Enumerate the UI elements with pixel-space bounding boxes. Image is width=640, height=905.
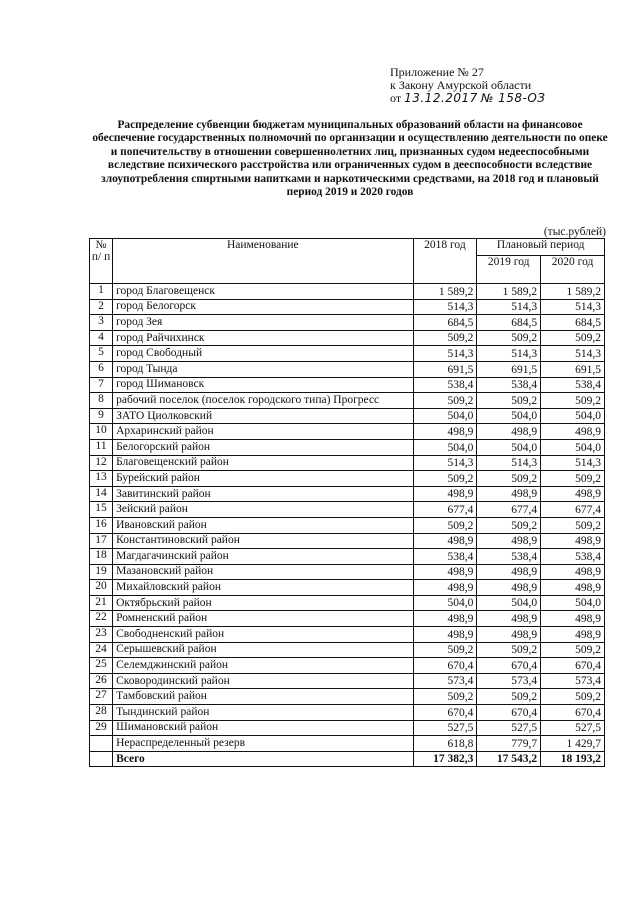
table-row [90, 658, 605, 674]
table-row [90, 595, 605, 611]
header-2018: 2018 год [413, 239, 477, 284]
row-value-2019: 527,5 [477, 720, 541, 736]
header-name: Наименование [113, 239, 413, 284]
table-row [90, 533, 605, 549]
row-value-2018: 514,3 [413, 455, 477, 471]
row-number: 17 [90, 533, 113, 549]
row-number: 19 [90, 564, 113, 580]
annex-block [390, 66, 545, 105]
table-row [90, 611, 605, 627]
total-num [90, 751, 113, 767]
row-number: 2 [90, 299, 113, 315]
row-name: Завитинский район [113, 486, 413, 502]
row-value-2019: 677,4 [477, 502, 541, 518]
row-name: Михайловский район [113, 580, 413, 596]
row-number: 5 [90, 346, 113, 362]
row-value-2019: 498,9 [477, 627, 541, 643]
table-row [90, 284, 605, 300]
table-row [90, 393, 605, 409]
table-row [90, 736, 605, 752]
row-value-2019: 779,7 [477, 736, 541, 752]
row-value-2020: 498,9 [541, 580, 605, 596]
total-row [90, 751, 605, 767]
row-name: Белогорский район [113, 439, 413, 455]
row-value-2018: 691,5 [413, 361, 477, 377]
table-row [90, 471, 605, 487]
distribution-table [89, 238, 605, 767]
row-name: Октябрьский район [113, 595, 413, 611]
table-row [90, 377, 605, 393]
row-value-2018: 684,5 [413, 315, 477, 331]
row-name: Селемджинский район [113, 658, 413, 674]
row-value-2019: 684,5 [477, 315, 541, 331]
row-value-2020: 498,9 [541, 424, 605, 440]
row-value-2020: 514,3 [541, 299, 605, 315]
row-value-2020: 498,9 [541, 564, 605, 580]
handwritten-date: 13.12.2017 [404, 91, 478, 105]
row-name: Ромненский район [113, 611, 413, 627]
row-value-2019: 509,2 [477, 642, 541, 658]
row-value-2020: 538,4 [541, 549, 605, 565]
row-value-2019: 498,9 [477, 533, 541, 549]
row-name: Шимановский район [113, 720, 413, 736]
row-value-2018: 514,3 [413, 346, 477, 362]
row-value-2020: 509,2 [541, 330, 605, 346]
table-row [90, 455, 605, 471]
row-name: город Райчихинск [113, 330, 413, 346]
row-value-2019: 538,4 [477, 377, 541, 393]
table-row [90, 580, 605, 596]
row-value-2019: 514,3 [477, 346, 541, 362]
row-name: рабочий поселок (поселок городского типа) Прогресс [113, 393, 413, 409]
row-value-2020: 527,5 [541, 720, 605, 736]
row-value-2018: 509,2 [413, 471, 477, 487]
row-value-2018: 504,0 [413, 595, 477, 611]
row-value-2018: 504,0 [413, 439, 477, 455]
table-row [90, 673, 605, 689]
row-value-2019: 498,9 [477, 580, 541, 596]
row-name: Зейский район [113, 502, 413, 518]
row-name: Константиновский район [113, 533, 413, 549]
row-value-2019: 509,2 [477, 517, 541, 533]
header-2019: 2019 год [477, 256, 541, 284]
table-row [90, 424, 605, 440]
row-value-2019: 509,2 [477, 330, 541, 346]
table-row [90, 439, 605, 455]
document-title: Распределение субвенции бюджетам муниципальных образований области на финансовое обеспечение государственных полномочий по организации и осуществлению деятельности по опеке и попечительству в отношении совершеннолетних лиц, признанных судом недееспособными вследствие психического расстройства или ограниченных судом в дееспособности вследствие злоупотребления спиртными напитками и наркотическими средствами, на 2018 год и плановый период 2019 и 2020 годов [92, 119, 608, 199]
row-value-2019: 670,4 [477, 658, 541, 674]
row-value-2020: 684,5 [541, 315, 605, 331]
row-name: ЗАТО Циолковский [113, 408, 413, 424]
row-number: 29 [90, 720, 113, 736]
total-label: Всего [113, 751, 413, 767]
row-name: Сковородинский район [113, 673, 413, 689]
row-value-2020: 504,0 [541, 439, 605, 455]
row-number: 13 [90, 471, 113, 487]
row-value-2019: 514,3 [477, 455, 541, 471]
header-num: № п/ п [90, 239, 113, 284]
row-number [90, 736, 113, 752]
row-value-2018: 498,9 [413, 424, 477, 440]
row-number: 12 [90, 455, 113, 471]
row-name: город Свободный [113, 346, 413, 362]
row-value-2020: 509,2 [541, 471, 605, 487]
units-label: (тыс.рублей) [543, 226, 606, 238]
row-number: 4 [90, 330, 113, 346]
row-value-2019: 538,4 [477, 549, 541, 565]
row-value-2018: 498,9 [413, 486, 477, 502]
row-value-2018: 677,4 [413, 502, 477, 518]
table-body [90, 284, 605, 767]
row-value-2019: 504,0 [477, 439, 541, 455]
row-name: город Благовещенск [113, 284, 413, 300]
row-number: 8 [90, 393, 113, 409]
row-number: 22 [90, 611, 113, 627]
table-row [90, 299, 605, 315]
row-number: 21 [90, 595, 113, 611]
table-row [90, 627, 605, 643]
row-number: 23 [90, 627, 113, 643]
row-name: город Зея [113, 315, 413, 331]
annex-number: Приложение № 27 [390, 65, 484, 79]
header-2020: 2020 год [541, 256, 605, 284]
row-name: Магдагачинский район [113, 549, 413, 565]
row-number: 24 [90, 642, 113, 658]
row-value-2020: 509,2 [541, 642, 605, 658]
row-value-2020: 573,4 [541, 673, 605, 689]
row-value-2020: 504,0 [541, 595, 605, 611]
row-value-2018: 509,2 [413, 689, 477, 705]
row-number: 27 [90, 689, 113, 705]
row-name: Ивановский район [113, 517, 413, 533]
row-number: 7 [90, 377, 113, 393]
row-value-2020: 1 429,7 [541, 736, 605, 752]
row-value-2019: 504,0 [477, 595, 541, 611]
table-row [90, 549, 605, 565]
row-value-2020: 498,9 [541, 611, 605, 627]
total-2018: 17 382,3 [413, 751, 477, 767]
row-value-2018: 509,2 [413, 642, 477, 658]
table-row [90, 361, 605, 377]
row-value-2018: 509,2 [413, 517, 477, 533]
row-name: город Тында [113, 361, 413, 377]
row-value-2018: 504,0 [413, 408, 477, 424]
table-row [90, 486, 605, 502]
row-value-2019: 691,5 [477, 361, 541, 377]
row-name: город Шимановск [113, 377, 413, 393]
row-value-2019: 509,2 [477, 393, 541, 409]
row-number: 9 [90, 408, 113, 424]
row-number: 26 [90, 673, 113, 689]
row-value-2020: 498,9 [541, 486, 605, 502]
table-row [90, 642, 605, 658]
total-2020: 18 193,2 [541, 751, 605, 767]
row-value-2020: 1 589,2 [541, 284, 605, 300]
row-name: Тындинский район [113, 705, 413, 721]
row-value-2018: 618,8 [413, 736, 477, 752]
table-row [90, 330, 605, 346]
row-value-2018: 498,9 [413, 580, 477, 596]
row-value-2020: 691,5 [541, 361, 605, 377]
row-value-2018: 670,4 [413, 705, 477, 721]
row-number: 25 [90, 658, 113, 674]
table-row [90, 564, 605, 580]
table-row [90, 315, 605, 331]
row-value-2018: 527,5 [413, 720, 477, 736]
row-value-2020: 670,4 [541, 705, 605, 721]
row-value-2019: 1 589,2 [477, 284, 541, 300]
row-value-2020: 514,3 [541, 346, 605, 362]
row-number: 6 [90, 361, 113, 377]
row-value-2020: 514,3 [541, 455, 605, 471]
row-value-2019: 509,2 [477, 689, 541, 705]
row-value-2019: 573,4 [477, 673, 541, 689]
row-value-2020: 670,4 [541, 658, 605, 674]
row-value-2020: 498,9 [541, 533, 605, 549]
row-value-2020: 677,4 [541, 502, 605, 518]
row-value-2020: 509,2 [541, 689, 605, 705]
row-value-2019: 498,9 [477, 564, 541, 580]
row-name: Серышевский район [113, 642, 413, 658]
row-number: 15 [90, 502, 113, 518]
row-number: 11 [90, 439, 113, 455]
row-value-2019: 670,4 [477, 705, 541, 721]
handwritten-law-number: № 158-ОЗ [480, 91, 546, 105]
row-number: 3 [90, 315, 113, 331]
row-value-2019: 504,0 [477, 408, 541, 424]
annex-date-prefix: от [390, 91, 402, 105]
annex-law: к Закону Амурской области [390, 78, 532, 92]
table-row [90, 502, 605, 518]
row-value-2018: 538,4 [413, 549, 477, 565]
row-name: Мазановский район [113, 564, 413, 580]
row-value-2019: 498,9 [477, 611, 541, 627]
table-row [90, 346, 605, 362]
row-name: Благовещенский район [113, 455, 413, 471]
row-number: 20 [90, 580, 113, 596]
row-number: 16 [90, 517, 113, 533]
table-row [90, 517, 605, 533]
row-number: 28 [90, 705, 113, 721]
table-row [90, 408, 605, 424]
row-name: Свободненский район [113, 627, 413, 643]
row-value-2020: 509,2 [541, 517, 605, 533]
table-row [90, 720, 605, 736]
header-plan-period: Плановый период [477, 239, 605, 256]
row-value-2018: 498,9 [413, 564, 477, 580]
table-row [90, 689, 605, 705]
row-name: Нераспределенный резерв [113, 736, 413, 752]
row-number: 1 [90, 284, 113, 300]
row-name: Архаринский район [113, 424, 413, 440]
row-value-2020: 509,2 [541, 393, 605, 409]
row-value-2019: 498,9 [477, 424, 541, 440]
row-value-2018: 573,4 [413, 673, 477, 689]
row-name: Бурейский район [113, 471, 413, 487]
row-name: Тамбовский район [113, 689, 413, 705]
annex-date-line [390, 92, 545, 105]
row-value-2018: 509,2 [413, 330, 477, 346]
row-number: 14 [90, 486, 113, 502]
row-value-2018: 538,4 [413, 377, 477, 393]
row-name: город Белогорск [113, 299, 413, 315]
row-number: 10 [90, 424, 113, 440]
row-value-2018: 498,9 [413, 611, 477, 627]
row-value-2018: 509,2 [413, 393, 477, 409]
row-value-2018: 514,3 [413, 299, 477, 315]
row-value-2020: 504,0 [541, 408, 605, 424]
total-2019: 17 543,2 [477, 751, 541, 767]
row-value-2019: 498,9 [477, 486, 541, 502]
row-value-2020: 498,9 [541, 627, 605, 643]
table-row [90, 705, 605, 721]
row-value-2018: 670,4 [413, 658, 477, 674]
row-value-2018: 1 589,2 [413, 284, 477, 300]
row-value-2018: 498,9 [413, 627, 477, 643]
row-value-2019: 509,2 [477, 471, 541, 487]
row-value-2020: 538,4 [541, 377, 605, 393]
row-number: 18 [90, 549, 113, 565]
row-value-2019: 514,3 [477, 299, 541, 315]
row-value-2018: 498,9 [413, 533, 477, 549]
